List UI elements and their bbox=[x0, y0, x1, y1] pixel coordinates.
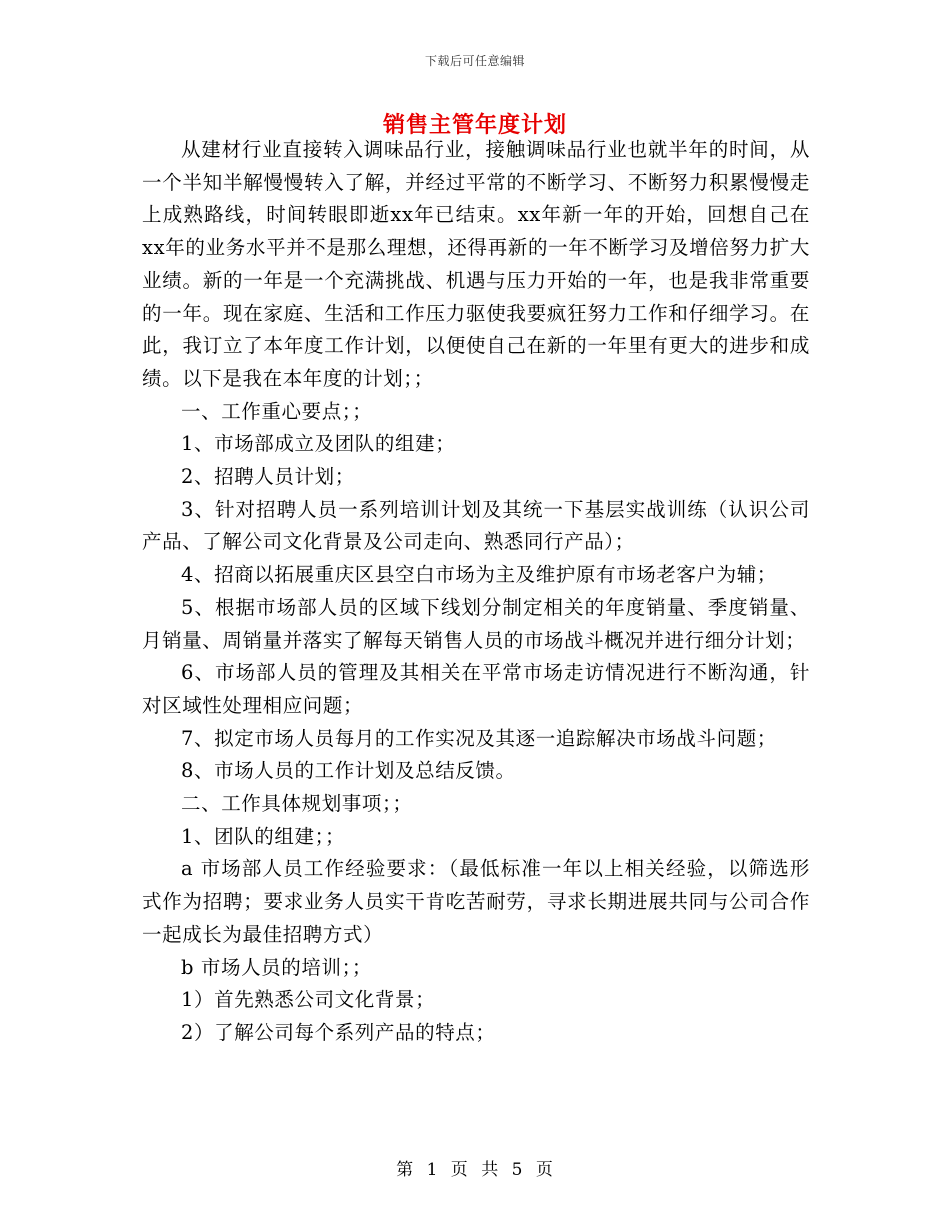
document-body bbox=[142, 134, 810, 1050]
document-title: 销售主管年度计划 bbox=[382, 112, 567, 138]
list-item: 2、招聘人员计划； bbox=[181, 465, 355, 489]
list-item: 8、市场人员的工作计划及总结反馈。 bbox=[181, 759, 516, 783]
intro-paragraph: 从建材行业直接转入调味品行业，接触调味品行业也就半年的时间，从一个半知半解慢慢转入了解，并经过平常的不断学习、不断努力积累慢慢走上成熟路线，时间转眼即逝xx年已结束。xx年新一年的开始，回想自己在xx年的业务水平并不是那么理想，还得再新的一年不断学习及增倍努力扩大业绩。新的一年是一个充满挑战、机遇与压力开始的一年，也是我非常重要的一年。现在家庭、生活和工作压力驱使我要疯狂努力工作和仔细学习。在此，我订立了本年度工作计划，以便使自己在新的一年里有更大的进步和成绩。以下是我在本年度的计划；； bbox=[142, 138, 810, 390]
section-heading: 二、工作具体规划事项；； bbox=[181, 792, 413, 816]
footer-suffix: 页 bbox=[535, 1160, 554, 1180]
list-item: 2）了解公司每个系列产品的特点； bbox=[181, 1020, 496, 1044]
page-footer bbox=[0, 1155, 950, 1180]
list-item: 1）首先熟悉公司文化背景； bbox=[181, 988, 436, 1012]
footer-page-word: 页 bbox=[450, 1160, 469, 1180]
footer-prefix: 第 bbox=[396, 1160, 415, 1180]
list-item: 7、拟定市场人员每月的工作实况及其逐一追踪解决市场战斗问题； bbox=[181, 726, 777, 750]
footer-total-prefix: 共 bbox=[481, 1160, 500, 1180]
list-item: a 市场部人员工作经验要求：（最低标准一年以上相关经验，以筛选形式作为招聘；要求业务人员实干肯吃苦耐劳，寻求长期进展共同与公司合作一起成长为最佳招聘方式） bbox=[142, 857, 810, 946]
section-heading: 一、工作重心要点；； bbox=[181, 399, 373, 423]
list-item: 3、针对招聘人员一系列培训计划及其统一下基层实战训练（认识公司产品、了解公司文化背景及公司走向、熟悉同行产品）； bbox=[142, 497, 810, 554]
footer-total-pages: 5 bbox=[511, 1160, 524, 1180]
list-item: 1、市场部成立及团队的组建； bbox=[181, 432, 456, 456]
page-header-note: 下载后可任意编辑 bbox=[424, 54, 525, 68]
list-item: 6、市场部人员的管理及其相关在平常市场走访情况进行不断沟通，针对区域性处理相应问题； bbox=[142, 661, 810, 717]
list-item: 1、团队的组建；； bbox=[181, 824, 346, 848]
footer-current-page: 1 bbox=[426, 1160, 439, 1180]
list-item: 5、根据市场部人员的区域下线划分制定相关的年度销量、季度销量、月销量、周销量并落实了解每天销售人员的市场战斗概况并进行细分计划； bbox=[142, 595, 810, 652]
list-item: b 市场人员的培训；； bbox=[181, 955, 373, 979]
list-item: 4、招商以拓展重庆区县空白市场为主及维护原有市场老客户为辅； bbox=[181, 563, 777, 587]
